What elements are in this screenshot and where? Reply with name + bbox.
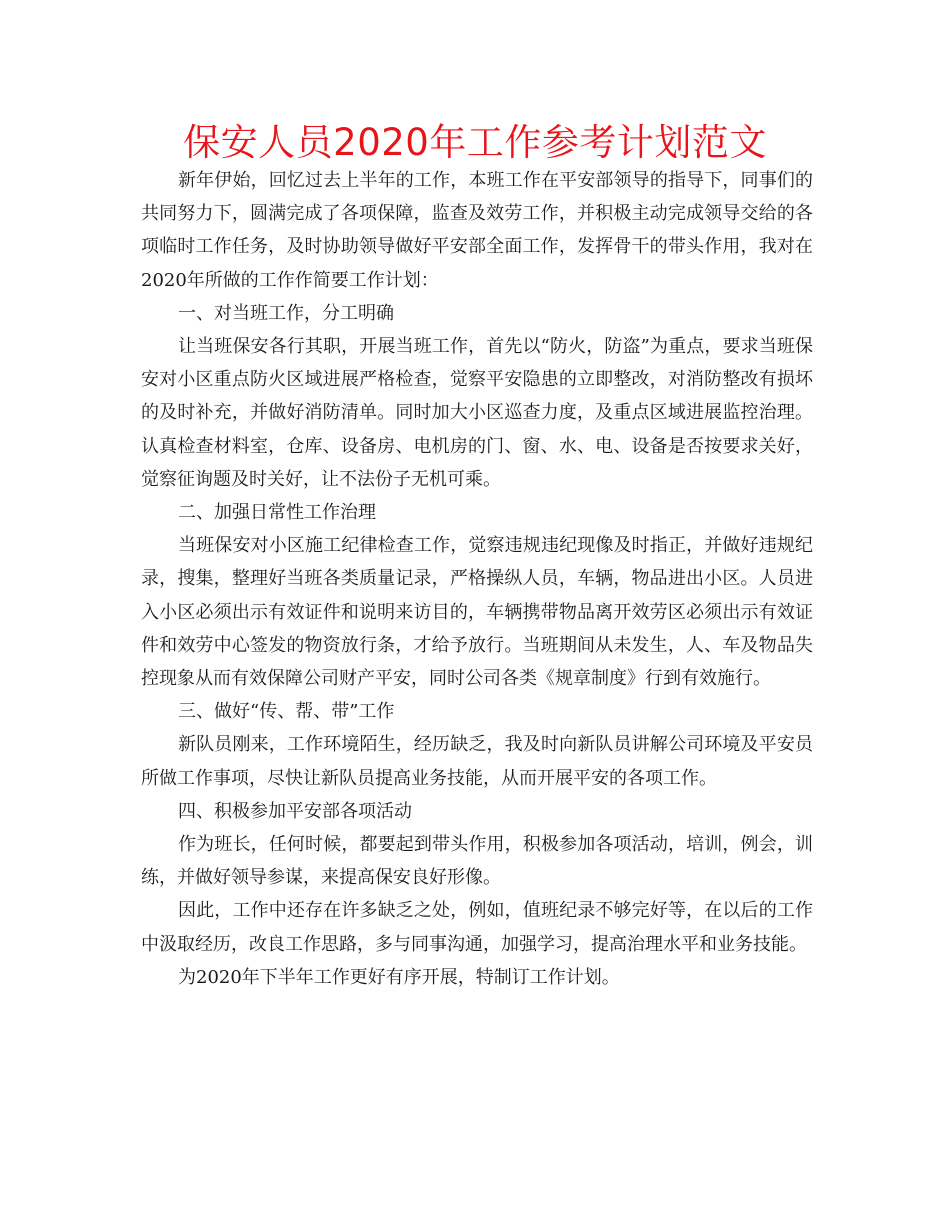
paragraph-section-3: 新队员刚来，工作环境陌生，经历缺乏，我及时向新队员讲解公司环境及平安员所做工作事项，尽快让新队员提高业务技能，从而开展平安的各项工作。	[141, 734, 813, 789]
paragraph-section-1: 让当班保安各行其职，开展当班工作，首先以“防火，防盗”为重点，要求当班保安对小区重点防火区域进展严格检查，觉察平安隐患的立即整改，对消防整改有损坏的及时补充，并做好消防清单。同时加大小区巡查力度，及重点区域进展监控治理。认真检查材料室，仓库、设备房、电机房的门、窗、水、电、设备是否按要求关好，觉察征询题及时关好，让不法份子无机可乘。	[141, 336, 813, 490]
paragraph-conclusion: 因此，工作中还存在许多缺乏之处，例如，值班纪录不够完好等，在以后的工作中汲取经历，改良工作思路，多与同事沟通，加强学习，提高治理水平和业务技能。	[141, 900, 813, 955]
paragraph-section-4: 作为班长，任何时候，都要起到带头作用，积极参加各项活动，培训，例会，训练，并做好领导参谋，来提高保安良好形像。	[141, 834, 813, 889]
section-heading-1: 一、对当班工作，分工明确	[178, 302, 394, 324]
section-heading-4: 四、积极参加平安部各项活动	[178, 800, 412, 822]
paragraph-section-2: 当班保安对小区施工纪律检查工作，觉察违规违纪现像及时指正，并做好违规纪录，搜集，整理好当班各类质量记录，严格操纵人员，车辆，物品进出小区。人员进入小区必须出示有效证件和说明来访目的，车辆携带物品离开效劳区必须出示有效证件和效劳中心签发的物资放行条，才给予放行。当班期间从未发生，人、车及物品失控现象从而有效保障公司财产平安，同时公司各类《规章制度》行到有效施行。	[141, 535, 813, 690]
paragraph-intro: 新年伊始，回忆过去上半年的工作，本班工作在平安部领导的指导下，同事们的共同努力下，圆满完成了各项保障，监查及效劳工作，并积极主动完成领导交给的各项临时工作任务，及时协助领导做好平安部全面工作，发挥骨干的带头作用，我对在2020年所做的工作作简要工作计划：	[141, 170, 813, 291]
section-heading-2: 二、加强日常性工作治理	[178, 502, 376, 524]
section-heading-3: 三、做好“传、帮、带”工作	[178, 701, 395, 723]
document-title: 保安人员2020年工作参考计划范文	[183, 121, 767, 164]
paragraph-closing: 为2020年下半年工作更好有序开展，特制订工作计划。	[178, 966, 620, 988]
document-body	[141, 164, 813, 994]
